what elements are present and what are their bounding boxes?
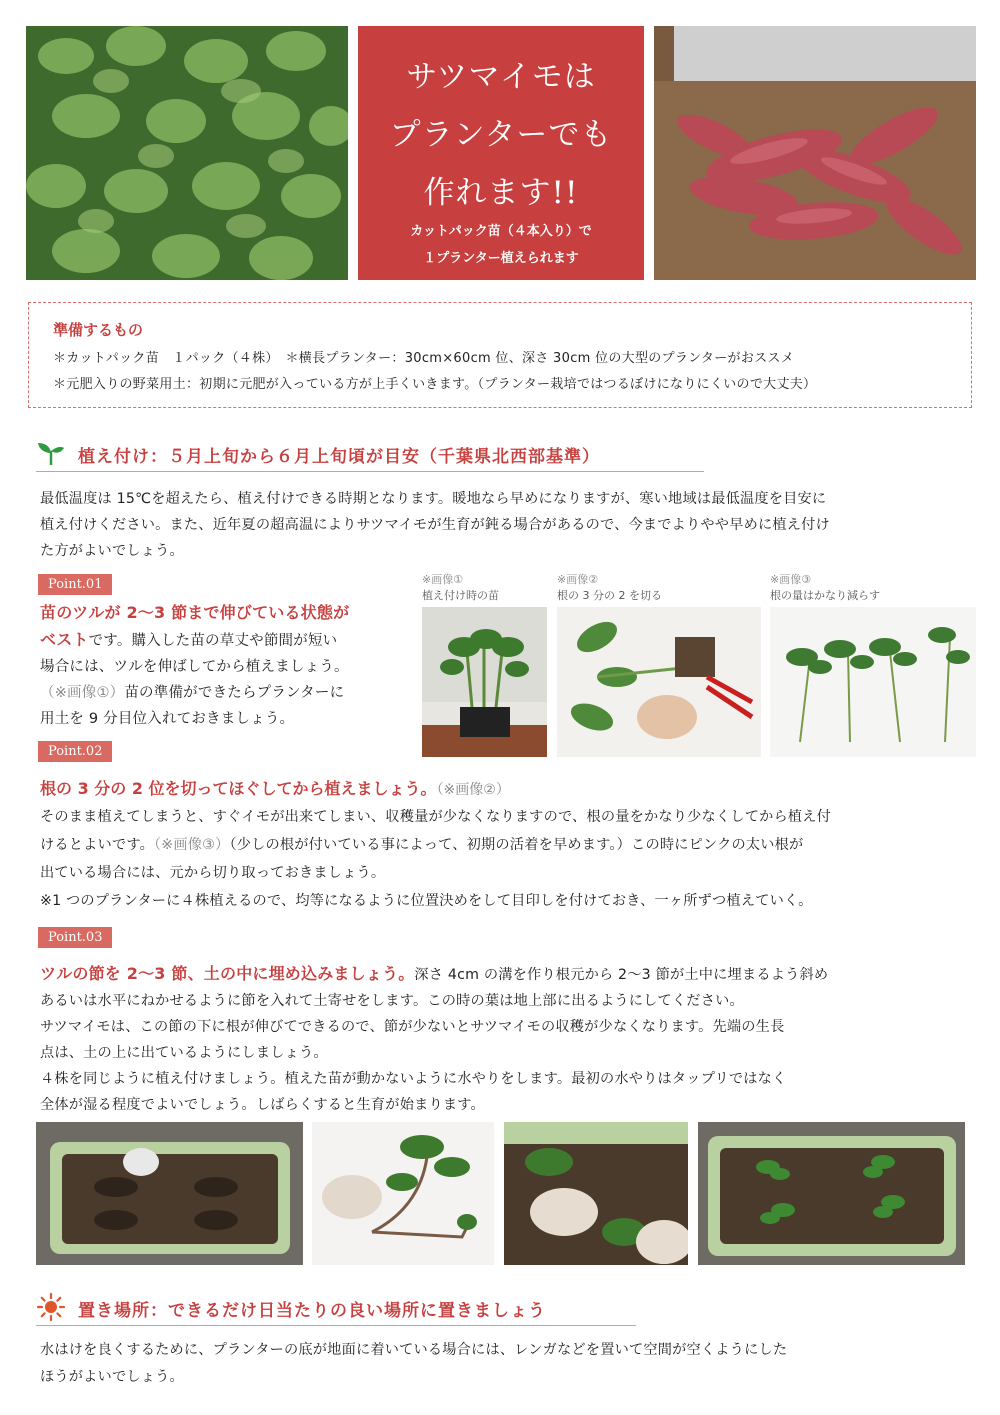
trimmed-seedlings-photo [770,607,976,757]
planting-in-soil-photo [504,1122,688,1265]
hero-title-line: プランターでも [389,117,613,153]
image-caption [770,572,880,604]
planter-marking-photo [36,1122,303,1265]
point1-text-line: です。購入した苗の草丈や節間が短い [88,633,338,649]
point2-text-line: ※1 つのプランターに４株植えるので、均等になるように位置決めをして目印しを付けておき、一ヶ所ずつ植えていく。 [40,893,813,909]
paragraph-line: 最低温度は 15℃を超えたら、植え付けできる時期となります。暖地なら早めになりますが、寒い地域は最低温度を目安に [40,491,827,507]
seedlings-in-pot-photo [422,607,547,757]
point3-text-line: あるいは水平にねかせるように節を入れて土寄せをします。この時の葉は地上部に出るようにしてください。 [40,993,744,1009]
point3-text-line: 全体が湿る程度でよいでしょう。しばらくすると生育が始まります。 [40,1097,485,1113]
point2-text-line: けるとよいです。 [40,837,154,853]
point1-text-line: 苗の準備ができたらプランターに [124,685,345,701]
point2-text [40,803,831,915]
point3-text-line: 深さ 4cm の溝を作り根元から 2〜3 節が土中に埋まるよう斜め [414,967,829,983]
point3-text-line: 点は、土の上に出ているようにしましょう。 [40,1045,328,1061]
hero-title [358,48,644,222]
image-caption [557,572,662,604]
planting-intro [40,486,830,564]
image-caption-text: 根の 3 分の 2 を切る [557,589,662,602]
sprout-icon [36,437,66,467]
image-reference-note: （※画像②） [436,782,510,798]
point1-highlight: 苗のツルが 2〜3 節まで伸びている状態が [40,603,350,622]
paragraph-line: 植え付けください。また、近年夏の超高温によりサツマイモが生育が鈍る場合があるので、今までよりやや早めに植え付け [40,517,830,533]
placement-title: 置き場所：できるだけ日当たりの良い場所に置きましょう [78,1301,546,1321]
image-caption-label: ※画像② [557,573,599,586]
point3-highlight: ツルの節を 2〜3 節、土の中に埋め込みましょう。 [40,964,415,983]
point-tag: Point.02 [38,741,112,762]
placement-text-line: 水はけを良くするために、プランターの底が地面に着いている場合には、レンガなどを置いて空間が空くようにした [40,1342,788,1358]
hero-subtitle-line: カットパック苗（４本入り）で [410,224,592,239]
point-tag: Point.01 [38,574,112,595]
image-caption-label: ※画像① [422,573,464,586]
preparation-line: ＊元肥入りの野菜用土：初期に元肥が入っている方が上手くいきます。（プランター栽培ではつるぼけになりにくいので大丈夫） [53,377,817,392]
preparation-line: ＊カットパック苗 １パック（４株） ＊横長プランター：30cm×60cm 位、深さ 30cm 位の大型のプランターがおススメ [53,351,795,366]
point1-text-line: 場合には、ツルを伸ばしてから植えましょう。 [40,659,349,675]
hero-banner [358,26,644,280]
hero-title-line: 作れます!! [423,175,579,211]
cutting-roots-photo [557,607,761,757]
point1-text [40,600,349,732]
image-reference-note: （※画像③） [153,837,230,853]
placement-text-line: ほうがよいでしょう。 [40,1369,184,1385]
point2-text-line: そのまま植えてしまうと、すぐイモが出来てしまい、収穫量が少なくなりますので、根の量をかなり少なくしてから植え付 [40,809,832,825]
point-tag: Point.03 [38,927,112,948]
hero-title-line: サツマイモは [406,59,596,95]
section-divider [36,471,704,472]
paragraph-line: た方がよいでしょう。 [40,543,184,559]
harvested-sweet-potatoes-photo [654,26,976,280]
point2-text-line: 出ている場合には、元から切り取っておきましょう。 [40,865,386,881]
point2-highlight: 根の 3 分の 2 位を切ってほぐしてから植えましょう。 [40,779,437,798]
point3-text [40,961,828,1118]
hero-subtitle-line: １プランター植えられます [423,251,579,266]
point3-text-line: ４株を同じように植え付けましょう。植えた苗が動かないように水やりをします。最初の水やりはタップリではなく [40,1071,787,1087]
sweet-potato-leaves-photo [26,26,348,280]
hero-subtitle [358,218,644,272]
point1-highlight: ベスト [40,630,89,649]
point2-headline [40,776,510,799]
image-caption [422,572,499,604]
image-caption-text: 根の量はかなり減らす [770,589,880,602]
planting-title: 植え付け：５月上旬から６月上旬頃が目安（千葉県北西部基準） [78,447,600,467]
point1-text-line: 用土を 9 分目位入れておきましょう。 [40,711,295,727]
point3-text-line: サツマイモは、この節の下に根が伸びてできるので、節が少ないとサツマイモの収穫が少なくなります。先端の生長 [40,1019,785,1035]
preparation-title: 準備するもの [53,321,144,339]
point2-text-line: （少しの根が付いている事によって、初期の活着を早めます。）この時にピンクの太い根が [229,837,804,853]
placement-text [40,1337,787,1391]
image-reference-note: （※画像①） [40,685,125,701]
sun-icon [36,1292,66,1322]
planted-planter-photo [698,1122,965,1265]
section-divider [36,1325,636,1326]
image-caption-label: ※画像③ [770,573,812,586]
holding-seedling-photo [312,1122,494,1265]
preparation-box [28,302,972,408]
image-caption-text: 植え付け時の苗 [422,589,499,602]
